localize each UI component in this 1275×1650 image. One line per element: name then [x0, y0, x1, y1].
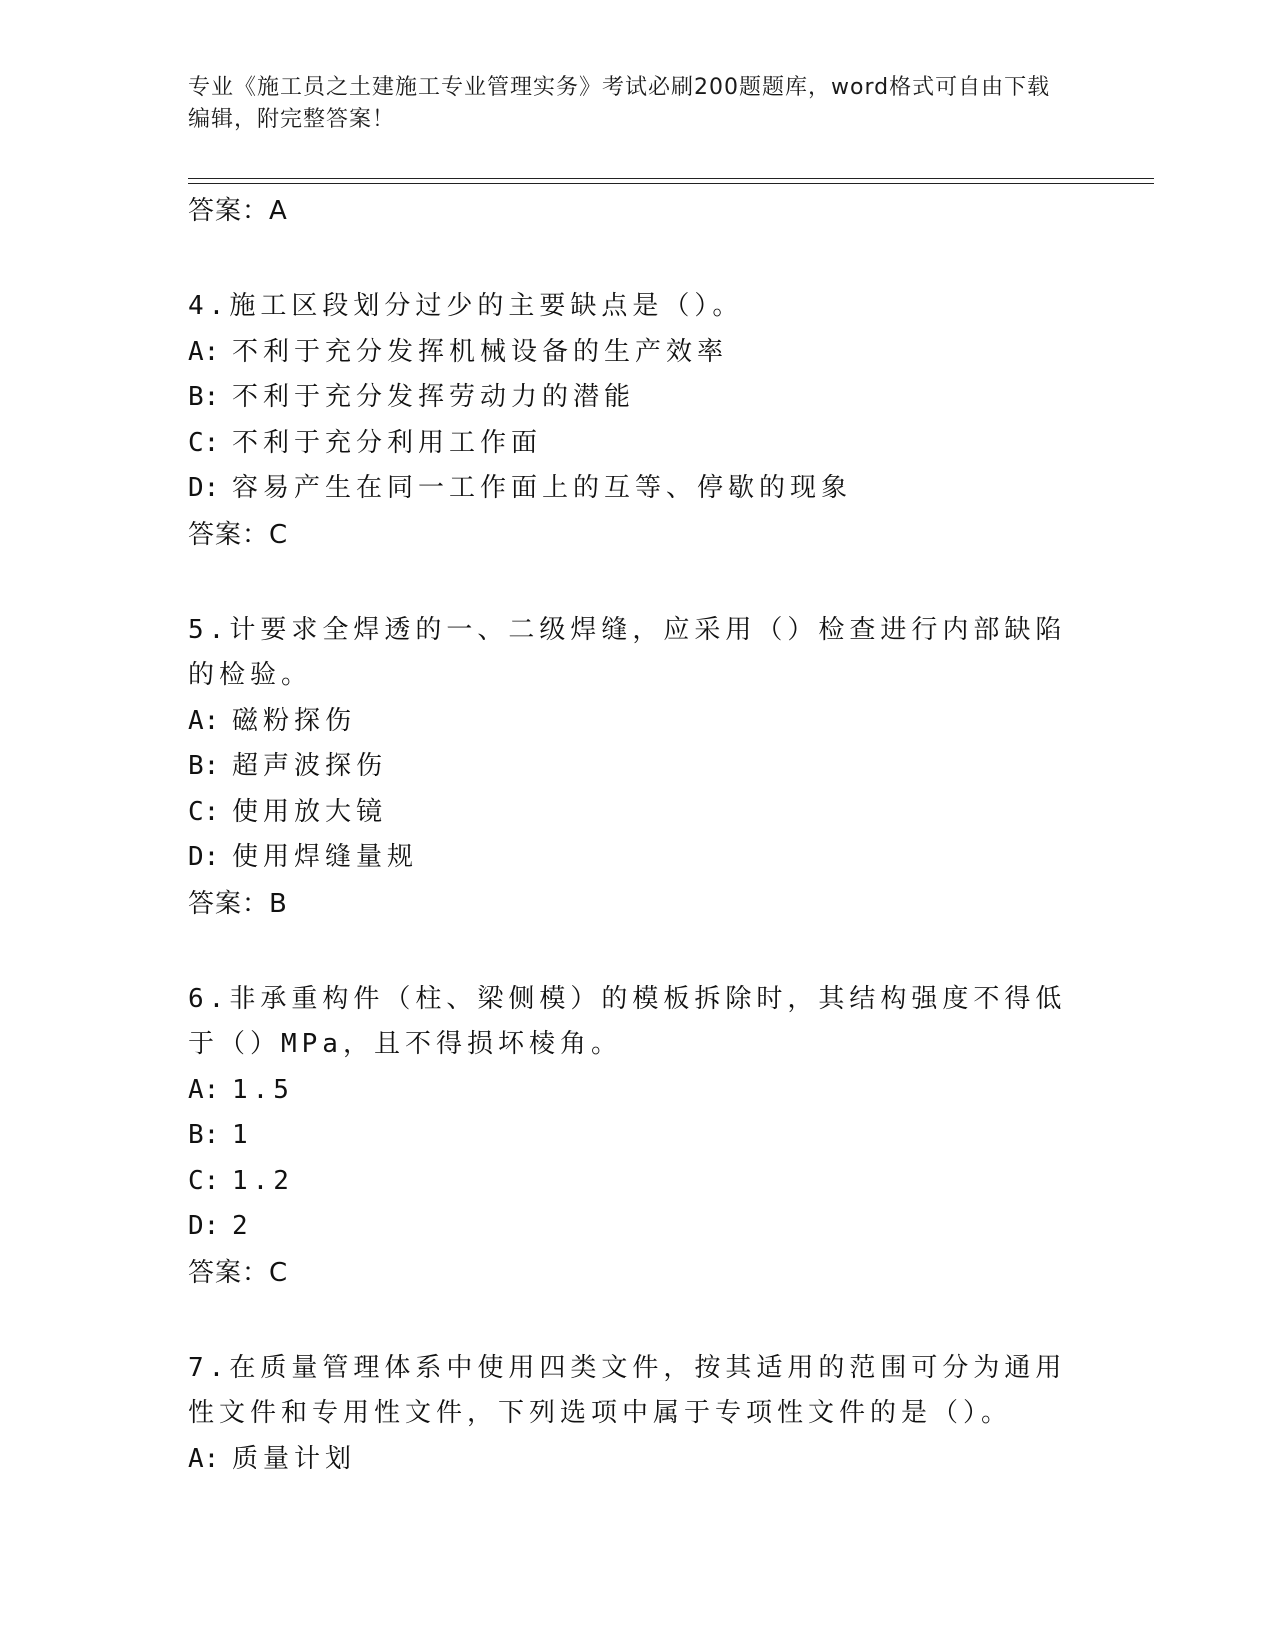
question-number: 5. [188, 614, 230, 645]
question-stem: 非承重构件（柱、梁侧模）的模板拆除时，其结构强度不得低于（）MPa，且不得损坏棱角。 [188, 983, 1067, 1059]
header-divider-top [188, 178, 1154, 179]
option-text: 质量计划 [232, 1443, 357, 1474]
option-text: 2 [232, 1211, 253, 1241]
option-text: 超声波探伤 [232, 751, 388, 781]
option-b [188, 744, 1068, 790]
answer-line [188, 881, 1068, 927]
answer-value: A [269, 196, 288, 226]
option-key: C: [188, 427, 220, 458]
option-key: D: [188, 473, 220, 503]
question-number: 6. [188, 983, 230, 1014]
option-text: 1.5 [232, 1074, 294, 1105]
option-key: A: [188, 705, 220, 736]
option-c [188, 790, 1068, 836]
option-d [188, 466, 1068, 512]
option-b [188, 375, 1068, 421]
option-b [188, 1113, 1068, 1159]
answer-label: 答案： [188, 888, 270, 919]
option-text: 不利于充分发挥劳动力的潜能 [232, 382, 636, 412]
answer-label: 答案： [188, 196, 270, 226]
option-text: 使用放大镜 [232, 796, 388, 827]
option-d [188, 1204, 1068, 1250]
spacer [188, 558, 1068, 608]
spacer [188, 1296, 1068, 1346]
question-text [188, 1346, 1068, 1437]
option-a [188, 1068, 1068, 1114]
question-stem: 在质量管理体系中使用四类文件，按其适用的范围可分为通用性文件和专用性文件，下列选项中属于专项性文件的是（）。 [188, 1352, 1067, 1428]
option-text: 容易产生在同一工作面上的互等、停歇的现象 [232, 473, 853, 503]
question-text [188, 977, 1068, 1068]
answer-label: 答案： [188, 519, 270, 550]
option-a [188, 1437, 1068, 1483]
option-key: B: [188, 1120, 220, 1150]
option-text: 不利于充分发挥机械设备的生产效率 [232, 336, 729, 367]
option-key: B: [188, 751, 220, 781]
question-stem: 施工区段划分过少的主要缺点是（）。 [229, 291, 744, 321]
option-key: D: [188, 1211, 220, 1241]
option-text: 磁粉探伤 [232, 705, 357, 736]
option-key: A: [188, 1443, 220, 1474]
answer-value: C [269, 519, 289, 550]
header-divider-bottom [188, 183, 1154, 184]
option-key: C: [188, 1165, 220, 1196]
question-list [188, 188, 1068, 1482]
question-number: 7. [188, 1352, 230, 1383]
question-text [188, 608, 1068, 699]
answer-line [188, 512, 1068, 558]
option-a [188, 699, 1068, 745]
question-stem: 计要求全焊透的一、二级焊缝，应采用（）检查进行内部缺陷的检验。 [188, 614, 1067, 690]
option-c [188, 421, 1068, 467]
option-text: 1.2 [232, 1165, 294, 1196]
option-key: D: [188, 842, 220, 872]
option-key: C: [188, 796, 220, 827]
spacer [188, 927, 1068, 977]
option-text: 1 [232, 1120, 253, 1150]
answer-line [188, 188, 1068, 234]
option-c [188, 1159, 1068, 1205]
option-a [188, 330, 1068, 376]
option-key: B: [188, 382, 220, 412]
question-text [188, 284, 1068, 330]
option-key: A: [188, 1074, 220, 1105]
option-key: A: [188, 336, 220, 367]
answer-value: C [269, 1257, 289, 1288]
answer-label: 答案： [188, 1257, 270, 1288]
spacer [188, 234, 1068, 284]
option-text: 不利于充分利用工作面 [232, 427, 543, 458]
answer-line [188, 1250, 1068, 1296]
question-number: 4. [188, 291, 230, 321]
answer-value: B [269, 888, 288, 919]
option-text: 使用焊缝量规 [232, 842, 419, 872]
option-d [188, 835, 1068, 881]
document-header: 专业《施工员之土建施工专业管理实务》考试必刷200题题库，word格式可自由下载编辑，附完整答案！ [188, 75, 1051, 132]
